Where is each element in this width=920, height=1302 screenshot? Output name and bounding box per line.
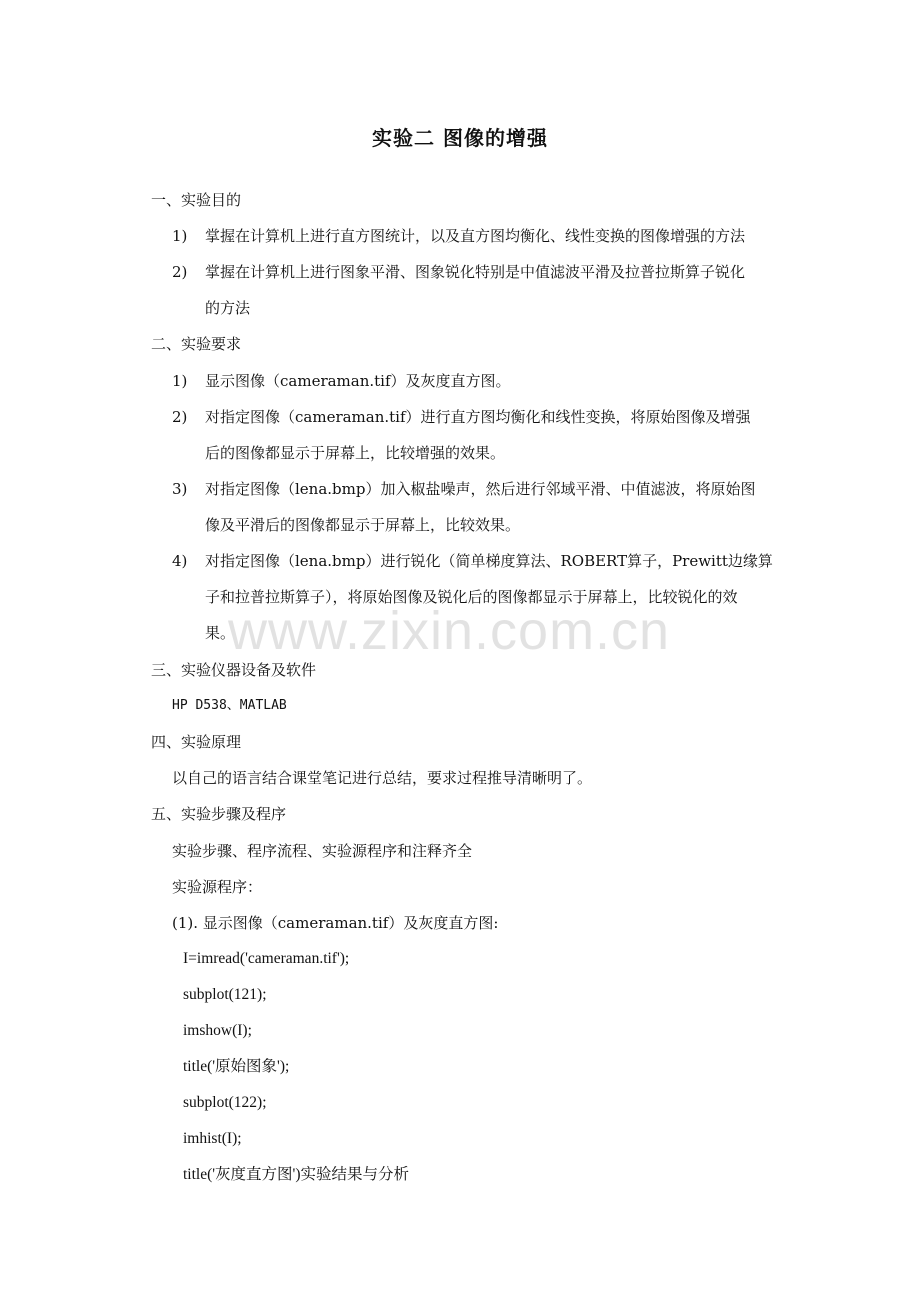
list-item-text: 掌握在计算机上进行直方图统计，以及直方图均衡化、线性变换的图像增强的方法 <box>205 227 746 245</box>
list-item-text: 对指定图像（lena.bmp）加入椒盐噪声，然后进行邻域平滑、中值滤波，将原始图 <box>205 480 756 498</box>
step-1-heading: (1). 显示图像（cameraman.tif）及灰度直方图: <box>172 914 499 932</box>
equipment-text: HP D538、MATLAB <box>172 698 287 713</box>
list-item-text: 对指定图像（cameraman.tif）进行直方图均衡化和线性变换，将原始图像及增强 <box>205 408 751 426</box>
list-item-text: 显示图像（cameraman.tif）及灰度直方图。 <box>205 372 511 390</box>
section-heading-requirements: 二、实验要求 <box>151 335 242 353</box>
list-item-number: 3) <box>172 480 188 498</box>
section-heading-objectives: 一、实验目的 <box>151 191 242 209</box>
list-item <box>172 478 755 500</box>
list-item <box>172 550 773 572</box>
list-item-number: 1) <box>172 227 188 245</box>
list-item-number: 2) <box>172 408 188 426</box>
list-item-continuation: 像及平滑后的图像都显示于屏幕上，比较效果。 <box>205 516 521 534</box>
list-item-number: 1) <box>172 372 188 390</box>
principle-text: 以自己的语言结合课堂笔记进行总结，要求过程推导清晰明了。 <box>172 769 593 787</box>
list-item-number: 2) <box>172 263 188 281</box>
list-item-number: 4) <box>172 552 188 570</box>
code-line: title('灰度直方图')实验结果与分析 <box>183 1166 410 1183</box>
list-item-continuation: 的方法 <box>205 299 251 317</box>
steps-text: 实验步骤、程序流程、实验源程序和注释齐全 <box>172 842 473 860</box>
code-line: I=imread('cameraman.tif'); <box>183 950 350 967</box>
list-item-continuation: 子和拉普拉斯算子），将原始图像及锐化后的图像都显示于屏幕上，比较锐化的效 <box>205 588 738 606</box>
list-item-continuation: 果。 <box>205 624 236 642</box>
list-item <box>172 261 745 283</box>
code-line: imshow(I); <box>183 1022 252 1039</box>
list-item <box>172 225 745 247</box>
list-item-text: 掌握在计算机上进行图象平滑、图象锐化特别是中值滤波平滑及拉普拉斯算子锐化 <box>205 263 746 281</box>
section-heading-equipment: 三、实验仪器设备及软件 <box>151 661 317 679</box>
watermark: www.zixin.com.cn <box>228 601 671 661</box>
list-item <box>172 370 511 392</box>
code-line: subplot(121); <box>183 986 267 1003</box>
code-line: title('原始图象'); <box>183 1058 290 1075</box>
document-title: 实验二 图像的增强 <box>372 126 548 150</box>
list-item-text: 对指定图像（lena.bmp）进行锐化（简单梯度算法、ROBERT算子，Prewitt边缘算 <box>205 552 773 570</box>
list-item-continuation: 后的图像都显示于屏幕上，比较增强的效果。 <box>205 444 506 462</box>
code-line: subplot(122); <box>183 1094 267 1111</box>
list-item <box>172 406 751 428</box>
source-label: 实验源程序： <box>172 878 263 896</box>
code-line: imhist(I); <box>183 1130 242 1147</box>
section-heading-principle: 四、实验原理 <box>151 733 242 751</box>
section-heading-steps: 五、实验步骤及程序 <box>151 805 287 823</box>
